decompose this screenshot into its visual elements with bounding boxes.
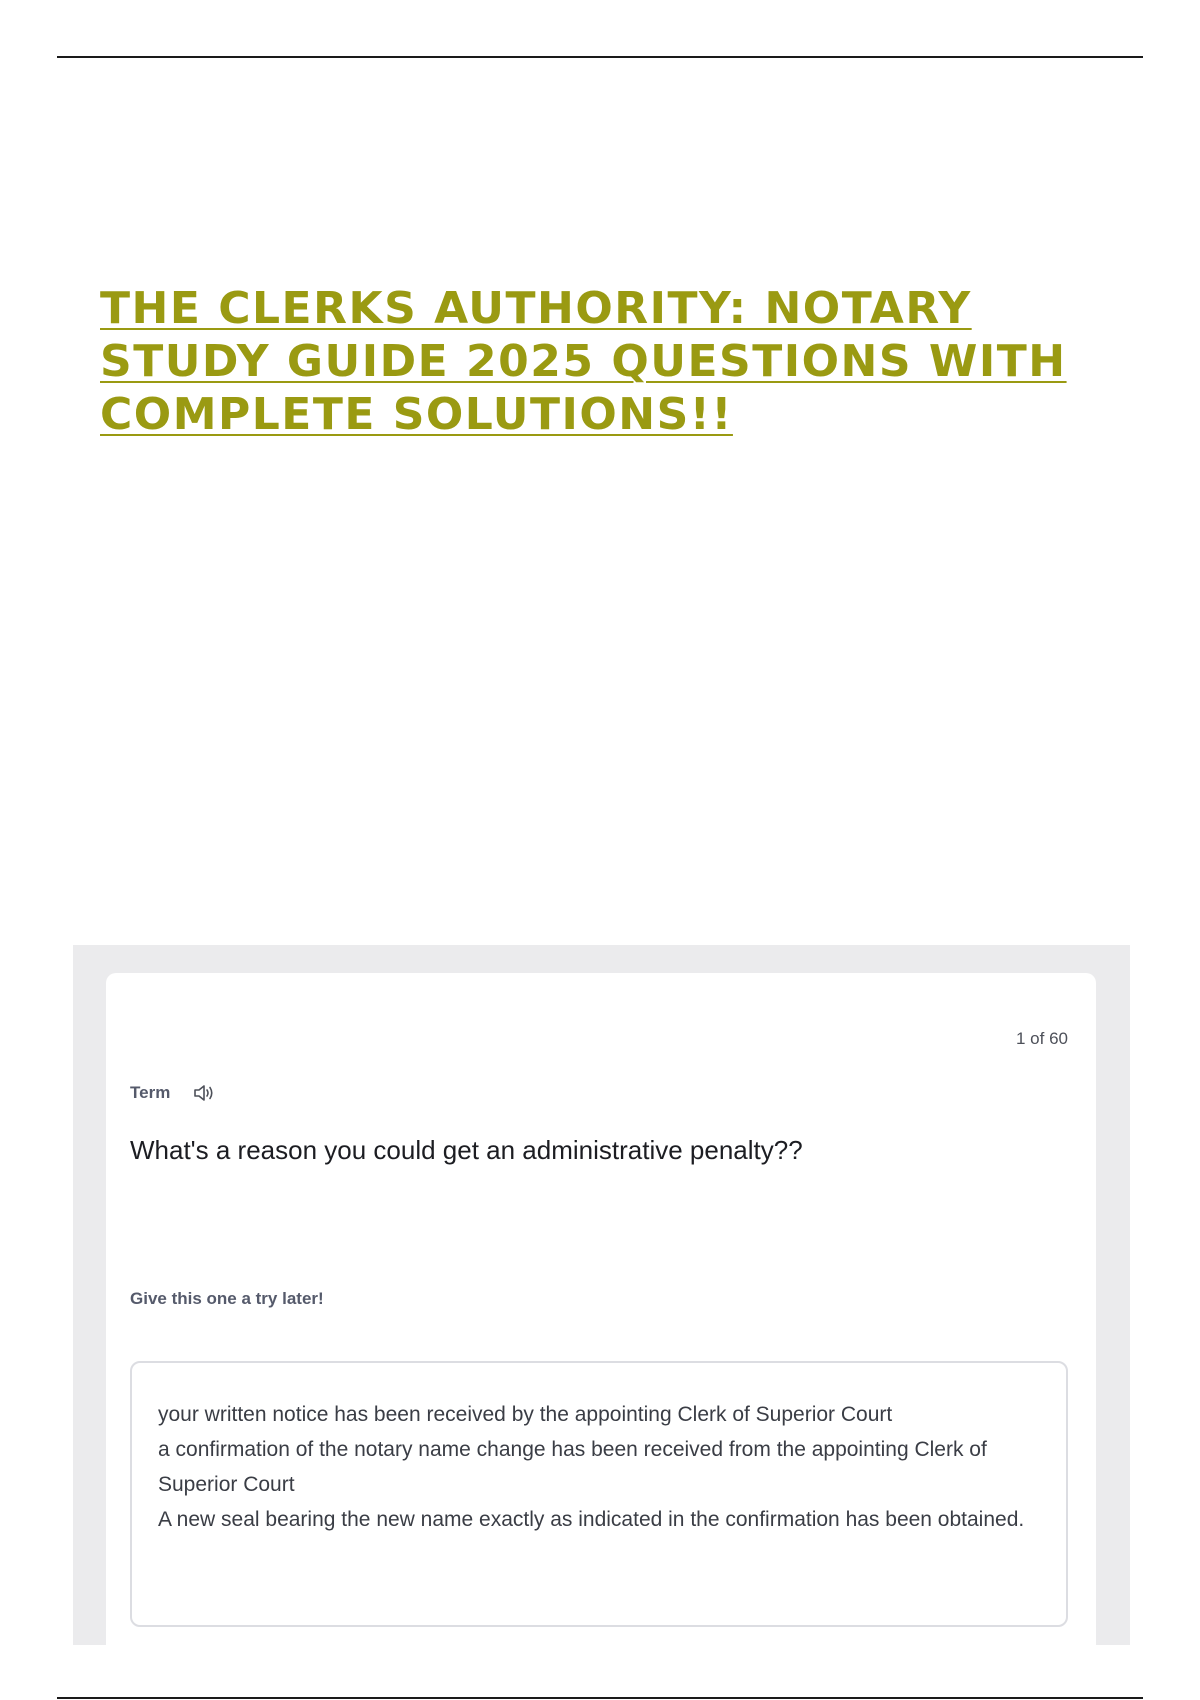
hint-text: Give this one a try later! (130, 1289, 324, 1308)
flashcard[interactable] (106, 973, 1096, 1645)
answer-line: your written notice has been received by the appointing Clerk of Superior Court (158, 1403, 893, 1426)
top-rule (57, 56, 1143, 58)
term-label: Term (130, 1083, 171, 1102)
flashcard-screenshot (73, 945, 1130, 1645)
answer-line: A new seal bearing the new name exactly as indicated in the confirmation has been obtained. (158, 1508, 1025, 1531)
question-text: What's a reason you could get an administrative penalty?? (130, 1135, 803, 1165)
card-counter: 1 of 60 (1016, 1029, 1068, 1048)
term-header (130, 1083, 216, 1103)
answer-box[interactable] (130, 1361, 1068, 1627)
speaker-icon[interactable] (192, 1083, 216, 1103)
bottom-rule (57, 1697, 1143, 1699)
answer-line: a confirmation of the notary name change has been received from the appointing Clerk of Superior Court (158, 1438, 987, 1496)
document-title: THE CLERKS AUTHORITY: NOTARY STUDY GUIDE 2025 QUESTIONS WITH COMPLETE SOLUTIONS!! (100, 283, 1067, 440)
